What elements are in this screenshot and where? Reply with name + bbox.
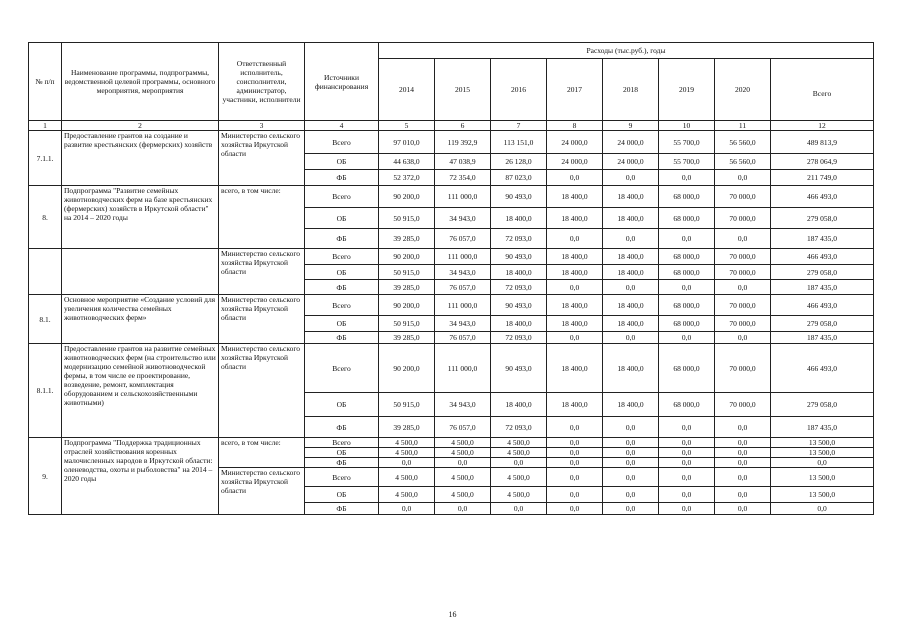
item-responsible: всего, в том числе: — [219, 186, 305, 249]
data-row — [29, 131, 874, 154]
amount-cell: 50 915,0 — [379, 208, 435, 229]
amount-cell: 279 058,0 — [771, 208, 874, 229]
amount-cell: 18 400,0 — [547, 393, 603, 417]
header-expenses: Расходы (тыс.руб.), годы — [379, 43, 874, 59]
amount-cell: 0,0 — [659, 229, 715, 249]
amount-cell: 18 400,0 — [603, 344, 659, 393]
amount-cell: 0,0 — [547, 468, 603, 487]
funding-source: ОБ — [305, 208, 379, 229]
data-row — [29, 295, 874, 316]
column-numbers-row — [29, 121, 874, 131]
amount-cell: 39 285,0 — [379, 229, 435, 249]
amount-cell: 0,0 — [603, 280, 659, 295]
amount-cell: 0,0 — [603, 417, 659, 438]
amount-cell: 0,0 — [715, 280, 771, 295]
amount-cell: 111 000,0 — [435, 249, 491, 265]
amount-cell: 0,0 — [547, 280, 603, 295]
item-number: 8. — [29, 186, 62, 249]
amount-cell: 489 813,9 — [771, 131, 874, 154]
amount-cell: 18 400,0 — [547, 186, 603, 208]
amount-cell: 70 000,0 — [715, 265, 771, 280]
amount-cell: 76 057,0 — [435, 332, 491, 344]
amount-cell: 4 500,0 — [379, 468, 435, 487]
column-number: 2 — [62, 121, 219, 131]
data-row — [29, 249, 874, 265]
item-responsible: всего, в том числе: — [219, 438, 305, 468]
amount-cell: 76 057,0 — [435, 417, 491, 438]
amount-cell: 466 493,0 — [771, 295, 874, 316]
amount-cell: 55 700,0 — [659, 131, 715, 154]
amount-cell: 70 000,0 — [715, 249, 771, 265]
amount-cell: 68 000,0 — [659, 393, 715, 417]
amount-cell: 18 400,0 — [603, 393, 659, 417]
data-row — [29, 438, 874, 448]
amount-cell: 0,0 — [715, 458, 771, 468]
amount-cell: 0,0 — [491, 458, 547, 468]
column-number: 5 — [379, 121, 435, 131]
amount-cell: 90 200,0 — [379, 344, 435, 393]
amount-cell: 4 500,0 — [435, 448, 491, 458]
header-year: 2015 — [435, 59, 491, 121]
amount-cell: 111 000,0 — [435, 295, 491, 316]
funding-source: Всего — [305, 468, 379, 487]
amount-cell: 0,0 — [603, 229, 659, 249]
amount-cell: 0,0 — [715, 417, 771, 438]
header-name: Наименование программы, подпрограммы, ведомственной целевой программы, основного мероприятия, мероприятия — [62, 43, 219, 121]
funding-source: ФБ — [305, 503, 379, 515]
amount-cell: 0,0 — [659, 468, 715, 487]
amount-cell: 113 151,0 — [491, 131, 547, 154]
amount-cell: 24 000,0 — [547, 131, 603, 154]
header-year: 2014 — [379, 59, 435, 121]
column-number: 10 — [659, 121, 715, 131]
funding-source: Всего — [305, 438, 379, 448]
amount-cell: 0,0 — [715, 170, 771, 186]
header-year: 2019 — [659, 59, 715, 121]
amount-cell: 4 500,0 — [491, 438, 547, 448]
funding-source: ФБ — [305, 417, 379, 438]
item-responsible: Министерство сельского хозяйства Иркутской области — [219, 249, 305, 295]
amount-cell: 50 915,0 — [379, 393, 435, 417]
amount-cell: 18 400,0 — [491, 316, 547, 332]
item-number: 8.1. — [29, 295, 62, 344]
funding-source: ОБ — [305, 448, 379, 458]
amount-cell: 0,0 — [547, 458, 603, 468]
item-name: Подпрограмма "Поддержка традиционных отраслей хозяйствования коренных малочисленных народов в Иркутской области: оленеводства, охоты и рыболовства" на 2014 – 2020 годы — [62, 438, 219, 515]
amount-cell: 4 500,0 — [491, 487, 547, 503]
funding-source: ОБ — [305, 265, 379, 280]
amount-cell: 52 372,0 — [379, 170, 435, 186]
funding-source: ФБ — [305, 170, 379, 186]
amount-cell: 72 354,0 — [435, 170, 491, 186]
amount-cell: 0,0 — [547, 417, 603, 438]
amount-cell: 4 500,0 — [435, 438, 491, 448]
amount-cell: 119 392,9 — [435, 131, 491, 154]
amount-cell: 24 000,0 — [603, 154, 659, 170]
amount-cell: 68 000,0 — [659, 208, 715, 229]
amount-cell: 72 093,0 — [491, 332, 547, 344]
header-year: 2017 — [547, 59, 603, 121]
amount-cell: 4 500,0 — [435, 468, 491, 487]
amount-cell: 90 493,0 — [491, 186, 547, 208]
item-name: Предоставление грантов на создание и развитие крестьянских (фермерских) хозяйств — [62, 131, 219, 186]
amount-cell: 68 000,0 — [659, 265, 715, 280]
amount-cell: 90 200,0 — [379, 186, 435, 208]
amount-cell: 72 093,0 — [491, 280, 547, 295]
amount-cell: 279 058,0 — [771, 265, 874, 280]
amount-cell: 55 700,0 — [659, 154, 715, 170]
amount-cell: 18 400,0 — [603, 208, 659, 229]
amount-cell: 0,0 — [715, 468, 771, 487]
header-total: Всего — [771, 59, 874, 121]
amount-cell: 56 560,0 — [715, 131, 771, 154]
amount-cell: 4 500,0 — [491, 448, 547, 458]
amount-cell: 13 500,0 — [771, 487, 874, 503]
column-number: 8 — [547, 121, 603, 131]
amount-cell: 0,0 — [547, 487, 603, 503]
amount-cell: 187 435,0 — [771, 417, 874, 438]
amount-cell: 0,0 — [659, 438, 715, 448]
amount-cell: 0,0 — [659, 280, 715, 295]
column-number: 3 — [219, 121, 305, 131]
amount-cell: 0,0 — [603, 458, 659, 468]
amount-cell: 97 010,0 — [379, 131, 435, 154]
funding-source: Всего — [305, 249, 379, 265]
amount-cell: 0,0 — [715, 438, 771, 448]
amount-cell: 0,0 — [603, 448, 659, 458]
funding-source: ФБ — [305, 332, 379, 344]
amount-cell: 0,0 — [715, 487, 771, 503]
amount-cell: 72 093,0 — [491, 229, 547, 249]
column-number: 4 — [305, 121, 379, 131]
column-number: 7 — [491, 121, 547, 131]
amount-cell: 0,0 — [603, 487, 659, 503]
funding-source: Всего — [305, 131, 379, 154]
column-number: 1 — [29, 121, 62, 131]
amount-cell: 18 400,0 — [603, 249, 659, 265]
amount-cell: 18 400,0 — [547, 208, 603, 229]
header-row — [29, 43, 874, 59]
amount-cell: 466 493,0 — [771, 186, 874, 208]
header-year: 2020 — [715, 59, 771, 121]
item-responsible: Министерство сельского хозяйства Иркутской области — [219, 295, 305, 344]
amount-cell: 70 000,0 — [715, 344, 771, 393]
funding-source: ОБ — [305, 316, 379, 332]
amount-cell: 70 000,0 — [715, 393, 771, 417]
amount-cell: 47 038,9 — [435, 154, 491, 170]
amount-cell: 90 493,0 — [491, 344, 547, 393]
amount-cell: 44 638,0 — [379, 154, 435, 170]
header-source: Источники финансирования — [305, 43, 379, 121]
amount-cell: 72 093,0 — [491, 417, 547, 438]
header-no: № п/п — [29, 43, 62, 121]
page-number: 16 — [448, 610, 457, 619]
amount-cell: 90 493,0 — [491, 295, 547, 316]
amount-cell: 4 500,0 — [379, 438, 435, 448]
item-responsible: Министерство сельского хозяйства Иркутской области — [219, 468, 305, 515]
item-name: Подпрограмма "Развитие семейных животноводческих ферм на базе крестьянских (фермерских) хозяйств в Иркутской области" на 2014 – 2020 годы — [62, 186, 219, 249]
amount-cell: 18 400,0 — [547, 295, 603, 316]
amount-cell: 70 000,0 — [715, 295, 771, 316]
amount-cell: 18 400,0 — [491, 393, 547, 417]
amount-cell: 24 000,0 — [603, 131, 659, 154]
funding-source: ФБ — [305, 229, 379, 249]
amount-cell: 18 400,0 — [547, 265, 603, 280]
amount-cell: 56 560,0 — [715, 154, 771, 170]
amount-cell: 34 943,0 — [435, 265, 491, 280]
funding-source: ФБ — [305, 458, 379, 468]
amount-cell: 0,0 — [715, 332, 771, 344]
amount-cell: 39 285,0 — [379, 417, 435, 438]
funding-source: ОБ — [305, 487, 379, 503]
item-name: Основное мероприятие «Создание условий для увеличения количества семейных животноводческих ферм» — [62, 295, 219, 344]
amount-cell: 0,0 — [659, 487, 715, 503]
amount-cell: 13 500,0 — [771, 468, 874, 487]
item-number: 9. — [29, 438, 62, 515]
amount-cell: 4 500,0 — [491, 468, 547, 487]
amount-cell: 34 943,0 — [435, 316, 491, 332]
amount-cell: 13 500,0 — [771, 438, 874, 448]
column-number: 12 — [771, 121, 874, 131]
amount-cell: 0,0 — [547, 332, 603, 344]
amount-cell: 90 200,0 — [379, 249, 435, 265]
amount-cell: 0,0 — [603, 332, 659, 344]
amount-cell: 0,0 — [659, 448, 715, 458]
amount-cell: 0,0 — [603, 503, 659, 515]
amount-cell: 0,0 — [603, 170, 659, 186]
data-row — [29, 186, 874, 208]
amount-cell: 0,0 — [715, 503, 771, 515]
item-name — [62, 249, 219, 295]
amount-cell: 0,0 — [715, 448, 771, 458]
amount-cell: 0,0 — [547, 170, 603, 186]
amount-cell: 0,0 — [659, 332, 715, 344]
column-number: 11 — [715, 121, 771, 131]
amount-cell: 34 943,0 — [435, 393, 491, 417]
data-row — [29, 344, 874, 393]
amount-cell: 0,0 — [379, 458, 435, 468]
amount-cell: 187 435,0 — [771, 280, 874, 295]
amount-cell: 0,0 — [603, 438, 659, 448]
amount-cell: 466 493,0 — [771, 249, 874, 265]
budget-table — [28, 42, 874, 515]
amount-cell: 18 400,0 — [603, 186, 659, 208]
item-responsible: Министерство сельского хозяйства Иркутской области — [219, 344, 305, 438]
amount-cell: 0,0 — [771, 503, 874, 515]
amount-cell: 0,0 — [491, 503, 547, 515]
amount-cell: 50 915,0 — [379, 316, 435, 332]
amount-cell: 18 400,0 — [547, 316, 603, 332]
amount-cell: 68 000,0 — [659, 295, 715, 316]
item-number — [29, 249, 62, 295]
amount-cell: 279 058,0 — [771, 393, 874, 417]
amount-cell: 68 000,0 — [659, 186, 715, 208]
amount-cell: 0,0 — [547, 438, 603, 448]
amount-cell: 111 000,0 — [435, 344, 491, 393]
item-responsible: Министерство сельского хозяйства Иркутской области — [219, 131, 305, 186]
funding-source: ОБ — [305, 393, 379, 417]
amount-cell: 187 435,0 — [771, 332, 874, 344]
column-number: 6 — [435, 121, 491, 131]
amount-cell: 34 943,0 — [435, 208, 491, 229]
amount-cell: 68 000,0 — [659, 344, 715, 393]
amount-cell: 0,0 — [659, 170, 715, 186]
amount-cell: 13 500,0 — [771, 448, 874, 458]
amount-cell: 70 000,0 — [715, 316, 771, 332]
funding-source: Всего — [305, 186, 379, 208]
amount-cell: 18 400,0 — [603, 265, 659, 280]
amount-cell: 278 064,9 — [771, 154, 874, 170]
amount-cell: 0,0 — [435, 458, 491, 468]
amount-cell: 0,0 — [379, 503, 435, 515]
amount-cell: 0,0 — [547, 229, 603, 249]
item-number: 7.1.1. — [29, 131, 62, 186]
column-number: 9 — [603, 121, 659, 131]
amount-cell: 50 915,0 — [379, 265, 435, 280]
amount-cell: 70 000,0 — [715, 186, 771, 208]
amount-cell: 76 057,0 — [435, 280, 491, 295]
amount-cell: 4 500,0 — [379, 487, 435, 503]
amount-cell: 18 400,0 — [603, 316, 659, 332]
amount-cell: 0,0 — [603, 468, 659, 487]
amount-cell: 4 500,0 — [435, 487, 491, 503]
amount-cell: 18 400,0 — [547, 249, 603, 265]
header-year: 2018 — [603, 59, 659, 121]
amount-cell: 39 285,0 — [379, 332, 435, 344]
amount-cell: 24 000,0 — [547, 154, 603, 170]
amount-cell: 187 435,0 — [771, 229, 874, 249]
amount-cell: 0,0 — [715, 229, 771, 249]
amount-cell: 68 000,0 — [659, 249, 715, 265]
amount-cell: 111 000,0 — [435, 186, 491, 208]
funding-source: Всего — [305, 295, 379, 316]
amount-cell: 0,0 — [435, 503, 491, 515]
amount-cell: 87 023,0 — [491, 170, 547, 186]
amount-cell: 90 493,0 — [491, 249, 547, 265]
amount-cell: 18 400,0 — [603, 295, 659, 316]
amount-cell: 68 000,0 — [659, 316, 715, 332]
item-number: 8.1.1. — [29, 344, 62, 438]
amount-cell: 0,0 — [659, 417, 715, 438]
amount-cell: 90 200,0 — [379, 295, 435, 316]
funding-source: ОБ — [305, 154, 379, 170]
amount-cell: 211 749,0 — [771, 170, 874, 186]
funding-source: Всего — [305, 344, 379, 393]
amount-cell: 70 000,0 — [715, 208, 771, 229]
item-name: Предоставление грантов на развитие семейных животноводческих ферм (на строительство или модернизацию семейной животноводческой фермы, в том числе ее проектирование, возведение, ремонт, комплектация оборудованием и сельскохозяйственными животными) — [62, 344, 219, 438]
amount-cell: 76 057,0 — [435, 229, 491, 249]
amount-cell: 466 493,0 — [771, 344, 874, 393]
amount-cell: 0,0 — [659, 458, 715, 468]
amount-cell: 18 400,0 — [491, 208, 547, 229]
amount-cell: 26 128,0 — [491, 154, 547, 170]
amount-cell: 18 400,0 — [491, 265, 547, 280]
amount-cell: 0,0 — [659, 503, 715, 515]
funding-source: ФБ — [305, 280, 379, 295]
amount-cell: 0,0 — [771, 458, 874, 468]
amount-cell: 279 058,0 — [771, 316, 874, 332]
header-year: 2016 — [491, 59, 547, 121]
amount-cell: 0,0 — [547, 503, 603, 515]
amount-cell: 39 285,0 — [379, 280, 435, 295]
amount-cell: 4 500,0 — [379, 448, 435, 458]
amount-cell: 18 400,0 — [547, 344, 603, 393]
amount-cell: 0,0 — [547, 448, 603, 458]
header-responsible: Ответственный исполнитель, соисполнители, администратор, участники, исполнители — [219, 43, 305, 121]
